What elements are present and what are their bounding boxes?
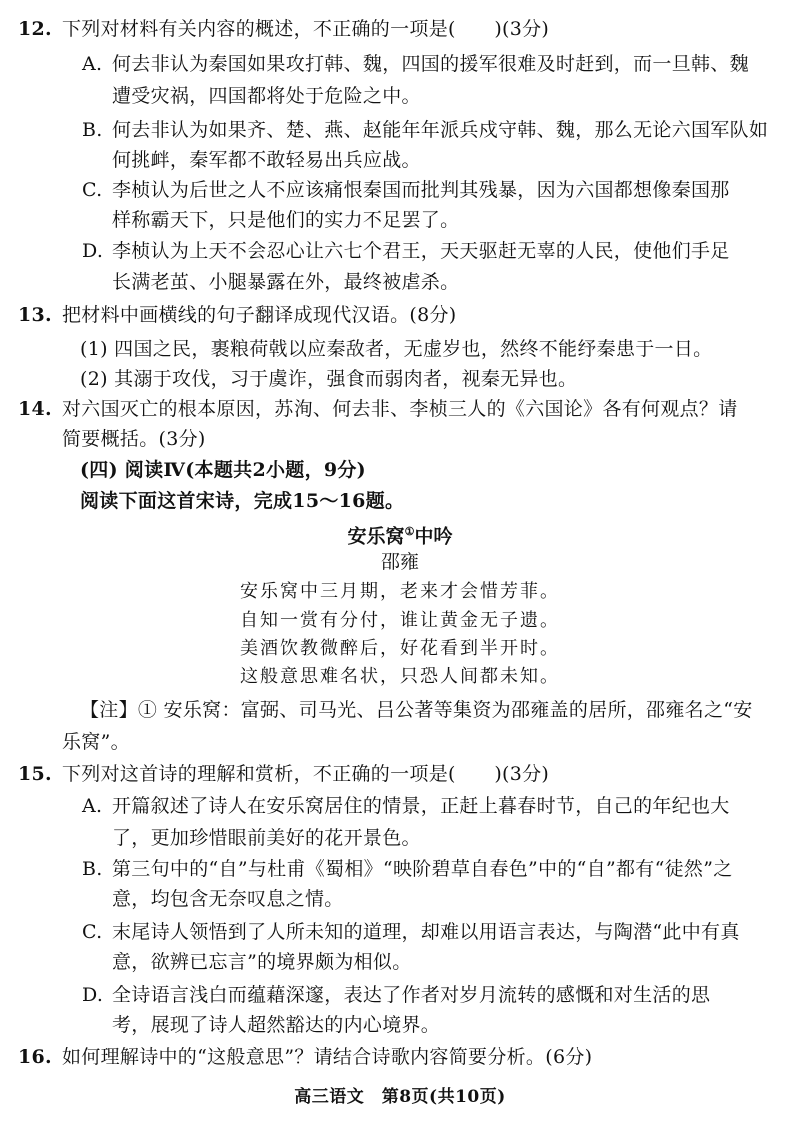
question-number: 12. [18,18,52,40]
question-stem: 下列对材料有关内容的概述，不正确的一项是( )(3分) [62,18,550,40]
footnote-continued: 乐窝”。 [62,731,130,753]
question-stem: 把材料中画横线的句子翻译成现代汉语。(8分) [62,304,457,326]
option-letter: C. [82,921,103,943]
option-line-continued: 何挑衅，秦军都不敢轻易出兵应战。 [112,149,421,171]
question-stem: 如何理解诗中的“这般意思”？请结合诗歌内容简要分析。(6分) [62,1046,593,1068]
option-text: 末尾诗人领悟到了人所未知的道理，却难以用语言表达，与陶潜“此中有真 [112,921,740,943]
question-number: 16. [18,1046,52,1068]
question-stem-continued: 简要概括。(3分) [62,428,206,450]
option-letter: C. [82,179,103,201]
option-text: 开篇叙述了诗人在安乐窝居住的情景，正赶上暮春时节，自己的年纪也大 [112,795,730,817]
option-letter: D. [82,240,104,262]
option-text: 何去非认为如果齐、楚、燕、赵能年年派兵戍守韩、魏，那么无论六国军队如 [112,119,769,141]
question-stem: 对六国灭亡的根本原因，苏洵、何去非、李桢三人的《六国论》各有何观点？请 [62,398,738,420]
option-letter: B. [82,119,103,141]
option-text: 全诗语言浅白而蕴藉深邃，表达了作者对岁月流转的感慨和对生活的思 [112,984,711,1006]
option-letter: A. [82,53,103,75]
question-12-stem-line [18,17,549,41]
poem-line: 安乐窝中三月期，老来才会惜芳菲。 [240,581,560,602]
question-16-stem-line [18,1045,592,1069]
question-14-stem-line [18,397,738,421]
translation-item: (1) 四国之民，裹粮荷戟以应秦敌者，无虚岁也，然终不能纾秦患于一日。 [80,338,713,360]
question-number: 13. [18,304,52,326]
footnote-marker: ① [404,525,415,538]
option-line-continued: 长满老茧、小腿暴露在外，最终被虐杀。 [112,271,460,293]
poem-title-text: 安乐窝 [347,525,405,548]
option-line-continued: 了，更加珍惜眼前美好的花开景色。 [112,827,421,849]
option-line-continued: 样称霸天下，只是他们的实力不足罢了。 [112,209,460,231]
option-line-continued: 意，均包含无奈叹息之情。 [112,888,344,910]
poem-line: 美酒饮教微醉后，好花看到半开时。 [240,638,560,659]
option-line-continued: 考，展现了诗人超然豁达的内心境界。 [112,1014,441,1036]
question-15-stem-line [18,762,549,786]
option-line [82,983,710,1007]
option-text: 何去非认为秦国如果攻打韩、魏，四国的援军很难及时赶到，而一旦韩、魏 [112,53,749,75]
option-letter: D. [82,984,104,1006]
option-line [82,857,733,881]
option-text: 第三句中的“自”与杜甫《蜀相》“映阶碧草自春色”中的“自”都有“徒然”之 [112,858,733,880]
question-number: 15. [18,763,52,785]
option-line [82,118,768,142]
option-line-continued: 意，欲辨已忘言”的境界颇为相似。 [112,951,412,973]
page-footer: 高三语文 第8页(共10页) [294,1087,506,1107]
poem-line: 这般意思难名状，只恐人间都未知。 [240,666,560,687]
option-line [82,794,730,818]
poem-title-suffix: 中吟 [414,525,453,548]
option-text: 李桢认为上天不会忍心让六七个君王，天天驱赶无辜的人民，使他们手足 [112,240,730,262]
poem-line: 自知一赏有分付，谁让黄金无子遗。 [240,610,560,631]
translation-item: (2) 其溺于攻伐，习于虞诈，强食而弱肉者，视秦无异也。 [80,368,578,390]
section-heading: (四) 阅读Ⅳ(本题共2小题，9分) [80,459,366,481]
question-13-stem-line [18,303,457,327]
option-letter: B. [82,858,103,880]
question-stem: 下列对这首诗的理解和赏析，不正确的一项是( )(3分) [62,763,550,785]
poem-author: 邵雍 [380,551,419,573]
footnote: 【注】① 安乐窝：富弼、司马光、吕公著等集资为邵雍盖的居所，邵雍名之“安 [80,699,753,721]
option-line [82,920,740,944]
question-number: 14. [18,398,52,420]
option-line [82,52,749,76]
option-line-continued: 遭受灾祸，四国都将处于危险之中。 [112,85,421,107]
option-letter: A. [82,795,103,817]
option-text: 李桢认为后世之人不应该痛恨秦国而批判其残暴，因为六国都想像秦国那 [112,179,730,201]
option-line [82,178,730,202]
section-instruction: 阅读下面这首宋诗，完成15～16题。 [80,490,405,512]
option-line [82,239,730,263]
poem-title [0,520,800,548]
